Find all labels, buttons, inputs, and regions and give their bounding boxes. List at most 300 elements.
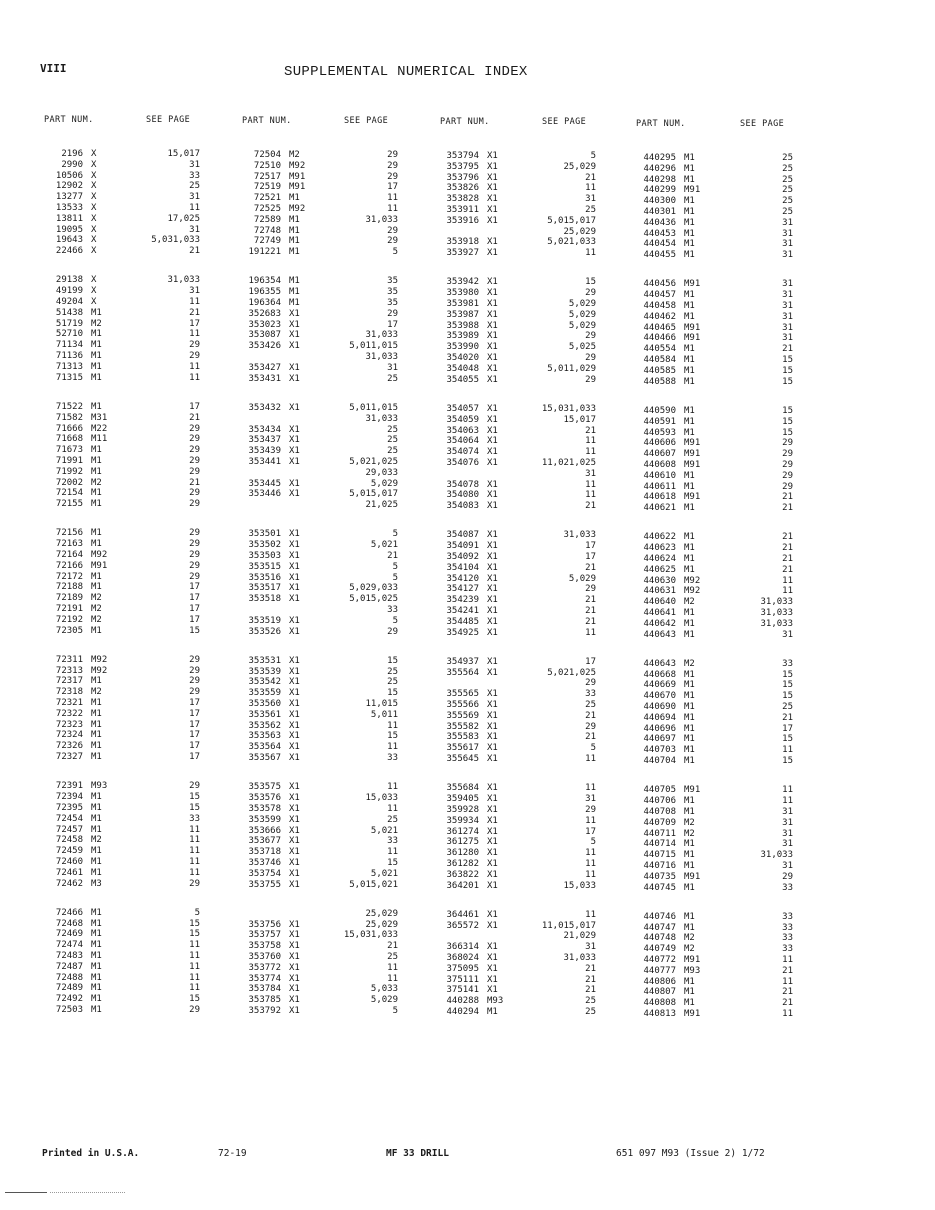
part-suffix: M1 <box>91 730 102 741</box>
part-suffix: X1 <box>487 248 498 259</box>
part-number: 354057 <box>446 403 479 414</box>
see-page: 29 <box>387 225 398 236</box>
see-page: 5,011 <box>370 709 398 720</box>
see-page: 21 <box>189 246 200 257</box>
part-number: 353526 <box>248 626 281 637</box>
see-page: 11 <box>585 848 596 859</box>
index-row <box>40 814 215 825</box>
part-number: 354120 <box>446 573 479 584</box>
part-number: 72391 <box>55 781 83 792</box>
see-page: 15 <box>782 427 793 438</box>
part-suffix: X1 <box>487 161 498 172</box>
index-row <box>40 752 215 763</box>
part-suffix: X1 <box>289 720 300 731</box>
index-row <box>633 438 808 449</box>
index-row <box>633 724 808 735</box>
index-group <box>238 656 413 764</box>
see-page: 21 <box>585 172 596 183</box>
part-number: 440299 <box>643 185 676 196</box>
see-page: 21 <box>782 543 793 554</box>
see-page: 25 <box>782 153 793 163</box>
index-row <box>633 482 808 493</box>
index-row <box>436 985 611 996</box>
page-title: SUPPLEMENTAL NUMERICAL INDEX <box>284 64 528 80</box>
see-page: 29 <box>189 528 200 539</box>
index-row <box>633 543 808 554</box>
see-page: 11 <box>387 962 398 973</box>
part-suffix: X1 <box>487 172 498 183</box>
index-row <box>238 479 413 490</box>
see-page: 31,033 <box>760 607 793 618</box>
see-page: 21 <box>782 987 793 998</box>
part-suffix: X1 <box>487 479 498 490</box>
index-row <box>436 288 611 299</box>
index-row <box>40 329 215 340</box>
part-suffix: M1 <box>684 987 695 998</box>
part-suffix: X1 <box>487 374 498 385</box>
part-suffix: X <box>91 181 97 192</box>
part-number: 361282 <box>446 858 479 869</box>
part-suffix: X1 <box>289 489 300 500</box>
see-page: 31,033 <box>760 618 793 629</box>
index-row <box>436 458 611 469</box>
see-page: 15,031,033 <box>343 930 398 941</box>
part-suffix: M1 <box>684 976 695 987</box>
index-group <box>633 153 808 261</box>
see-page: 31 <box>189 224 200 235</box>
see-page: 5,021 <box>370 540 398 551</box>
part-suffix: X1 <box>487 215 498 226</box>
part-suffix: X <box>91 297 97 308</box>
part-suffix: X1 <box>289 572 300 583</box>
index-row <box>238 247 413 258</box>
see-page: 11 <box>189 961 200 972</box>
part-suffix: X1 <box>487 530 498 541</box>
part-suffix: X1 <box>487 732 498 743</box>
part-number: 353746 <box>248 857 281 868</box>
part-suffix: X <box>91 246 97 257</box>
index-group <box>436 530 611 638</box>
part-number: 353757 <box>248 930 281 941</box>
index-row <box>633 239 808 250</box>
part-number: 353758 <box>248 941 281 952</box>
index-row <box>238 341 413 352</box>
index-row <box>633 756 808 767</box>
part-suffix: M91 <box>684 322 701 333</box>
divider <box>5 1192 47 1193</box>
part-number: 72395 <box>55 802 83 813</box>
part-suffix: X1 <box>289 615 300 626</box>
see-page: 29 <box>782 481 793 492</box>
part-number: 359928 <box>446 804 479 815</box>
part-suffix: M1 <box>91 307 102 318</box>
see-page: 21 <box>585 425 596 436</box>
see-page: 11 <box>189 867 200 878</box>
index-row <box>436 173 611 184</box>
index-group <box>40 275 215 383</box>
part-suffix: M1 <box>91 488 102 499</box>
index-group <box>633 912 808 1020</box>
part-number: 72461 <box>55 867 83 878</box>
see-page: 25 <box>387 424 398 435</box>
part-number: 52710 <box>55 329 83 340</box>
index-row <box>436 870 611 881</box>
see-page: 31,033 <box>563 953 596 963</box>
part-suffix: X1 <box>487 942 498 953</box>
part-number: 359405 <box>446 794 479 805</box>
see-page: 29 <box>782 459 793 470</box>
part-suffix: M1 <box>684 691 695 702</box>
part-suffix: M1 <box>684 376 695 387</box>
part-number: 354074 <box>446 447 479 458</box>
part-number: 353760 <box>248 952 281 962</box>
see-page: 21 <box>387 941 398 952</box>
part-suffix: M1 <box>684 206 695 217</box>
see-page: 25 <box>585 204 596 215</box>
index-row <box>40 297 215 308</box>
index-row <box>436 743 611 754</box>
part-suffix: M1 <box>91 401 102 412</box>
part-suffix: X1 <box>289 753 300 764</box>
see-page: 21 <box>585 710 596 721</box>
see-page: 25 <box>782 206 793 217</box>
part-number: 353439 <box>248 446 281 457</box>
part-number: 353826 <box>446 183 479 194</box>
index-group <box>40 528 215 636</box>
part-number: 366314 <box>446 942 479 953</box>
see-page: 25,029 <box>365 908 398 919</box>
see-page: 11 <box>189 951 200 961</box>
part-number: 353503 <box>248 551 281 561</box>
see-page: 31 <box>782 629 793 640</box>
part-number: 353784 <box>248 984 281 995</box>
see-page: 29 <box>387 150 398 160</box>
index-row <box>238 731 413 742</box>
index-row <box>238 540 413 551</box>
index-row <box>40 730 215 741</box>
see-page: 21 <box>189 412 200 423</box>
see-page: 17,025 <box>167 213 200 224</box>
part-number: 353927 <box>446 248 479 259</box>
part-number: 440436 <box>643 217 676 228</box>
part-suffix: M1 <box>684 554 695 564</box>
part-suffix: M1 <box>684 618 695 629</box>
index-row <box>633 377 808 388</box>
index-row <box>436 162 611 173</box>
see-page: 17 <box>189 401 200 412</box>
part-suffix: M1 <box>684 607 695 618</box>
index-row <box>40 803 215 814</box>
index-row <box>436 942 611 953</box>
part-number: 72503 <box>55 1004 83 1015</box>
index-row <box>633 872 808 883</box>
part-number: 354078 <box>446 479 479 490</box>
see-page: 15 <box>782 365 793 376</box>
part-suffix: M1 <box>91 340 102 351</box>
index-row <box>238 551 413 562</box>
index-row <box>238 858 413 869</box>
part-number: 49204 <box>55 297 83 308</box>
index-row <box>238 583 413 594</box>
index-row <box>633 597 808 608</box>
part-number: 353567 <box>248 753 281 764</box>
index-row <box>40 235 215 246</box>
part-suffix: X1 <box>487 552 498 562</box>
part-number: 72002 <box>55 477 83 488</box>
see-page: 21 <box>782 998 793 1009</box>
index-row <box>436 310 611 321</box>
part-suffix: X1 <box>289 435 300 446</box>
see-page: 5,031,033 <box>151 235 200 246</box>
part-number: 353561 <box>248 709 281 720</box>
part-number: 353434 <box>248 424 281 435</box>
part-suffix: M1 <box>684 564 695 575</box>
index-row <box>40 550 215 561</box>
index-row <box>238 1006 413 1017</box>
part-number: 353981 <box>446 299 479 310</box>
part-suffix: X1 <box>289 594 300 605</box>
part-number: 71673 <box>55 445 83 456</box>
index-row <box>436 953 611 964</box>
part-suffix: M2 <box>684 658 695 669</box>
part-suffix: M1 <box>684 543 695 554</box>
index-group <box>40 402 215 510</box>
see-page: 21 <box>782 503 793 514</box>
divider <box>50 1192 125 1193</box>
part-number: 353677 <box>248 836 281 847</box>
see-page: 21 <box>585 605 596 616</box>
see-page: 31 <box>782 311 793 322</box>
column-header-see-page: SEE PAGE <box>542 117 587 127</box>
see-page: 29 <box>189 676 200 687</box>
part-number: 19643 <box>55 235 83 246</box>
part-suffix: X <box>91 224 97 235</box>
part-suffix: M2 <box>91 835 102 846</box>
see-page: 5,029 <box>568 573 596 584</box>
part-suffix: X <box>91 192 97 203</box>
index-row <box>40 424 215 435</box>
part-suffix: X1 <box>289 655 300 666</box>
index-row <box>633 619 808 630</box>
see-page: 5,033 <box>370 984 398 995</box>
see-page: 11 <box>189 846 200 857</box>
part-suffix: X1 <box>487 584 498 595</box>
part-number: 353796 <box>446 172 479 183</box>
part-suffix: M1 <box>91 351 102 362</box>
part-number: 440748 <box>643 933 676 944</box>
part-number: 440697 <box>643 734 676 745</box>
see-page: 5,029 <box>568 309 596 320</box>
see-page: 11 <box>585 479 596 490</box>
part-number: 71992 <box>55 466 83 477</box>
part-number: 2990 <box>61 159 83 170</box>
index-row <box>40 192 215 203</box>
page-number: VIII <box>40 62 67 75</box>
index-row <box>40 781 215 792</box>
index-row <box>238 974 413 985</box>
see-page: 17 <box>189 741 200 752</box>
see-page: 29 <box>782 438 793 449</box>
part-number: 71582 <box>55 412 83 423</box>
index-row <box>436 321 611 332</box>
index-row <box>238 699 413 710</box>
part-suffix: M1 <box>91 1004 102 1015</box>
part-suffix: X1 <box>289 793 300 804</box>
index-row <box>40 181 215 192</box>
part-number: 353918 <box>446 237 479 248</box>
part-suffix: M1 <box>91 824 102 835</box>
index-row <box>633 861 808 872</box>
part-suffix: M1 <box>684 481 695 492</box>
part-suffix: X1 <box>487 710 498 721</box>
part-suffix: M92 <box>91 665 108 676</box>
part-suffix: M31 <box>91 412 108 423</box>
part-suffix: M1 <box>684 882 695 893</box>
see-page: 33 <box>189 170 200 181</box>
index-group <box>633 532 808 640</box>
part-number: 353517 <box>248 583 281 594</box>
see-page: 29 <box>387 308 398 319</box>
see-page: 11 <box>189 329 200 340</box>
part-suffix: M1 <box>684 365 695 376</box>
part-number: 440624 <box>643 554 676 564</box>
part-suffix: M91 <box>684 871 701 882</box>
part-number: 440670 <box>643 691 676 702</box>
index-row <box>40 340 215 351</box>
see-page: 29 <box>782 449 793 460</box>
index-row <box>436 678 611 689</box>
index-row <box>436 783 611 794</box>
see-page: 11 <box>387 847 398 858</box>
see-page: 25 <box>387 666 398 677</box>
see-page: 29 <box>585 288 596 299</box>
part-suffix: M1 <box>289 276 300 287</box>
see-page: 25 <box>782 196 793 207</box>
index-row <box>40 687 215 698</box>
part-suffix: X1 <box>289 540 300 551</box>
see-page: 29 <box>782 470 793 481</box>
part-suffix: M1 <box>684 998 695 1009</box>
part-number: 72749 <box>253 236 281 247</box>
part-suffix: M1 <box>91 918 102 929</box>
part-number: 353575 <box>248 782 281 793</box>
index-row <box>40 149 215 160</box>
part-suffix: M1 <box>684 860 695 871</box>
index-row <box>40 160 215 171</box>
see-page: 31 <box>585 942 596 953</box>
see-page: 11 <box>189 297 200 308</box>
part-suffix: M1 <box>684 745 695 756</box>
part-number: 72324 <box>55 730 83 741</box>
see-page: 31 <box>782 290 793 301</box>
index-row <box>238 909 413 920</box>
see-page: 21 <box>782 492 793 503</box>
see-page: 15,033 <box>563 880 596 891</box>
part-suffix: X1 <box>289 995 300 1006</box>
part-suffix: X1 <box>289 319 300 330</box>
part-number: 353445 <box>248 478 281 489</box>
part-number: 440749 <box>643 944 676 955</box>
index-row <box>633 503 808 514</box>
see-page: 31 <box>782 217 793 228</box>
part-number: 72489 <box>55 983 83 994</box>
index-row <box>40 203 215 214</box>
part-number: 71313 <box>55 361 83 372</box>
index-row <box>238 963 413 974</box>
part-number: 13277 <box>55 192 83 203</box>
part-number: 191221 <box>248 247 281 258</box>
index-row <box>436 216 611 227</box>
part-suffix: M1 <box>91 539 102 550</box>
part-suffix: X1 <box>289 825 300 836</box>
see-page: 11 <box>189 835 200 846</box>
index-row <box>40 351 215 362</box>
index-row <box>238 753 413 764</box>
index-row <box>40 698 215 709</box>
index-row <box>436 183 611 194</box>
part-suffix: X1 <box>487 605 498 616</box>
part-number: 353988 <box>446 320 479 331</box>
part-number: 440622 <box>643 532 676 543</box>
see-page: 29 <box>189 434 200 445</box>
index-row <box>633 344 808 355</box>
part-suffix: M1 <box>684 680 695 691</box>
see-page: 11,021,025 <box>541 457 596 468</box>
part-number: 72326 <box>55 741 83 752</box>
part-suffix: M2 <box>684 828 695 839</box>
index-row <box>40 214 215 225</box>
part-suffix: X1 <box>487 490 498 501</box>
see-page: 31 <box>782 228 793 239</box>
index-row <box>633 366 808 377</box>
index-group <box>40 781 215 889</box>
part-number: 440716 <box>643 860 676 871</box>
part-suffix: M1 <box>91 940 102 951</box>
part-suffix: X1 <box>289 973 300 984</box>
index-row <box>436 805 611 816</box>
index-row <box>238 374 413 385</box>
see-page: 15 <box>387 857 398 868</box>
part-suffix: M1 <box>91 813 102 824</box>
part-suffix: M1 <box>684 405 695 416</box>
see-page: 11 <box>585 783 596 794</box>
index-row <box>436 881 611 892</box>
part-number: 375141 <box>446 985 479 996</box>
see-page: 29 <box>189 560 200 571</box>
part-suffix: X1 <box>487 783 498 794</box>
part-suffix: M91 <box>684 333 701 344</box>
see-page: 21 <box>585 963 596 974</box>
see-page: 5,015,017 <box>547 215 596 226</box>
index-group <box>238 529 413 637</box>
part-number: 72468 <box>55 918 83 929</box>
part-suffix: M22 <box>91 423 108 434</box>
part-number: 440813 <box>643 1008 676 1019</box>
part-suffix: X1 <box>487 985 498 996</box>
index-row <box>40 561 215 572</box>
part-number: 72323 <box>55 719 83 730</box>
see-page: 29 <box>189 455 200 466</box>
see-page: 11 <box>782 745 793 756</box>
see-page: 15 <box>782 756 793 767</box>
part-number: 72458 <box>55 835 83 846</box>
part-number: 353718 <box>248 847 281 858</box>
part-suffix: X1 <box>487 320 498 331</box>
part-suffix: M1 <box>684 301 695 312</box>
part-number: 72483 <box>55 951 83 961</box>
index-row <box>436 700 611 711</box>
index-row <box>238 489 413 500</box>
